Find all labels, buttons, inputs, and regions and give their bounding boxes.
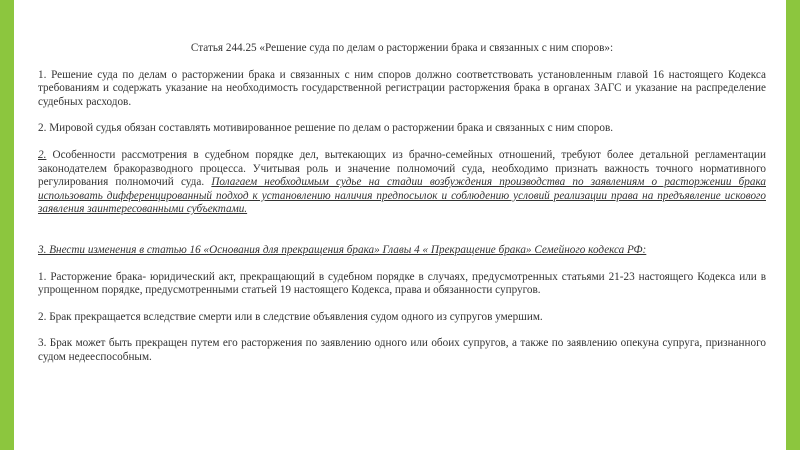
right-accent-bar [786,0,800,450]
amendment-item-1: 1. Расторжение брака- юридический акт, прекращающий в судебном порядке в случаях, предусмотренных статьями 21-23 настоящего Кодекса или в упрощенном порядке, предусмотренными статьей 19 настоящего Кодекса, права и обязанности супругов. [38,270,766,297]
paragraph-3-text: Особенности рассмотрения в судебном порядке дел, вытекающих из брачно-семейных отношений, требуют более детальной регламентации законодателем бракоразводного процесса. Учитывая роль и значение полномочий суда, необходимо признать важность точного нормативного регулирования полномочий суда. [38,148,766,189]
article-title: Статья 244.25 «Решение суда по делам о расторжении брака и связанных с ним споров»: [190,42,614,54]
amendment-item-3: 3. Брак может быть прекращен путем его расторжения по заявлению одного или обоих супругов, а также по заявлению опекуна супруга, признанного судом недееспособным. [38,337,766,363]
paragraph-2: 2. Мировой судья обязан составлять мотивированное решение по делам о расторжении брака и связанных с ним споров. [38,122,614,135]
slide-content [38,42,766,365]
amendment-heading: 3. Внести изменения в статью 16 «Основания для прекращения брака» Главы 4 « Прекращение брака» Семейного кодекса РФ: [38,243,647,256]
amendment-item-2: 2. Брак прекращается вследствие смерти или в следствие объявления судом одного из супругов умершим. [38,310,543,323]
left-accent-bar [0,0,14,450]
paragraph-3-proposal: Полагаем необходимым судье на стадии возбуждения производства по заявлениям о расторжении брака использовать дифференцированный подход к установлению наличия предпосылок и соблюдению условий реализации права на предъявление искового заявления заинтересованными субъектами. [38,176,766,216]
paragraph-3 [38,149,766,217]
paragraph-1: 1. Решение суда по делам о расторжении брака и связанных с ним споров должно соответствовать установленным главой 16 настоящего Кодекса требованиям и содержать указание на необходимость государственной регистрации расторжения брака в органах ЗАГС и указание на распределение судебных расходов. [38,68,766,108]
paragraph-3-number: 2. [38,148,47,161]
